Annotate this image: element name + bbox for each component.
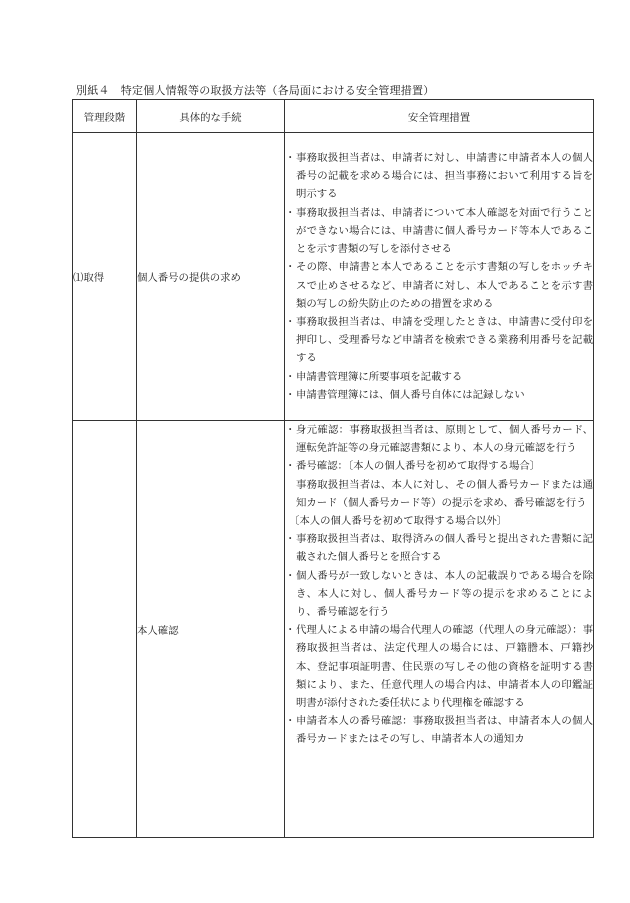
- measures-cell: [285, 133, 594, 421]
- measure-item: ・ 事務取扱担当者は、取得済みの個人番号と提出された書類に記載された個人番号とを照合する: [285, 533, 593, 564]
- table-row: [73, 133, 594, 421]
- header-procedure: 具体的な手続: [137, 100, 285, 133]
- header-row: [73, 100, 594, 133]
- measure-item: ・ 番号確認：〔本人の個人番号を初めて取得する場合〕 事務取扱担当者は、本人に対し、その個人番号カードまたは通知カード（個人番号カード等）の提示を求め、番号確認を行う: [285, 460, 593, 509]
- measure-item: ・ その際、申請書と本人であることを示す書類の写しをホッチキスで止めさせるなど、申請者に対し、本人であることを示す書類の写しの紛失防止のための措置を求める: [285, 261, 593, 310]
- measure-item: ・ 代理人による申請の場合代理人の確認（代理人の身元確認）：事務取扱担当者は、法定代理人の場合には、戸籍謄本、戸籍抄本、登記事項証明書、住民票の写しその他の資格を証明する書類により、また、任意代理人の場合内は、申請者本人の印鑑証明書が添付された委任状により代理権を確認する: [285, 624, 593, 710]
- header-measures: 安全管理措置: [285, 100, 594, 133]
- measure-item: ・ 個人番号が一致しないときは、本人の記載誤りである場合を除き、本人に対し、個人番号カード等の提示を求めることにより、番号確認を行う: [285, 569, 593, 619]
- table-row: [73, 421, 594, 838]
- document-title: 別紙４ 特定個人情報等の取扱方法等（各局面における安全管理措置）: [76, 84, 435, 97]
- measure-item: ・ 事務取扱担当者は、申請者に対し、申請書に申請者本人の個人番号の記載を求める場合には、担当事務において利用する旨を明示する: [285, 152, 593, 201]
- stage-cell: ⑴取得: [73, 133, 137, 421]
- measure-subheading: 〔本人の個人番号を初めて取得する場合以外〕: [289, 515, 508, 528]
- procedure-cell: 個人番号の提供の求め: [137, 133, 285, 421]
- measure-item: ・ 申請書管理簿には、個人番号自体には記録しない: [285, 388, 525, 401]
- header-stage: 管理段階: [73, 100, 137, 133]
- measure-item: ・ 事務取扱担当者は、申請を受理したときは、申請書に受付印を押印し、受理番号など申請者を検索できる業務利用番号を記載する: [285, 315, 593, 365]
- procedure-cell: 本人確認: [137, 421, 285, 838]
- stage-cell: [73, 421, 137, 838]
- measure-item: ・ 身元確認：事務取扱担当者は、原則として、個人番号カード、運転免許証等の身元確認書類により、本人の身元確認を行う: [285, 424, 593, 455]
- measure-item: ・ 申請者本人の番号確認：事務取扱担当者は、申請者本人の個人番号カードまたはその写し、申請者本人の通知カ: [285, 715, 593, 746]
- measure-item: ・ 申請書管理簿に所要事項を記載する: [285, 370, 463, 383]
- measure-item: ・ 事務取扱担当者は、申請者について本人確認を対面で行うことができない場合には、申請書に個人番号カード等本人であることを示す書類の写しを添付させる: [285, 206, 593, 256]
- safety-measures-table: [72, 99, 594, 838]
- measures-cell: [285, 421, 594, 838]
